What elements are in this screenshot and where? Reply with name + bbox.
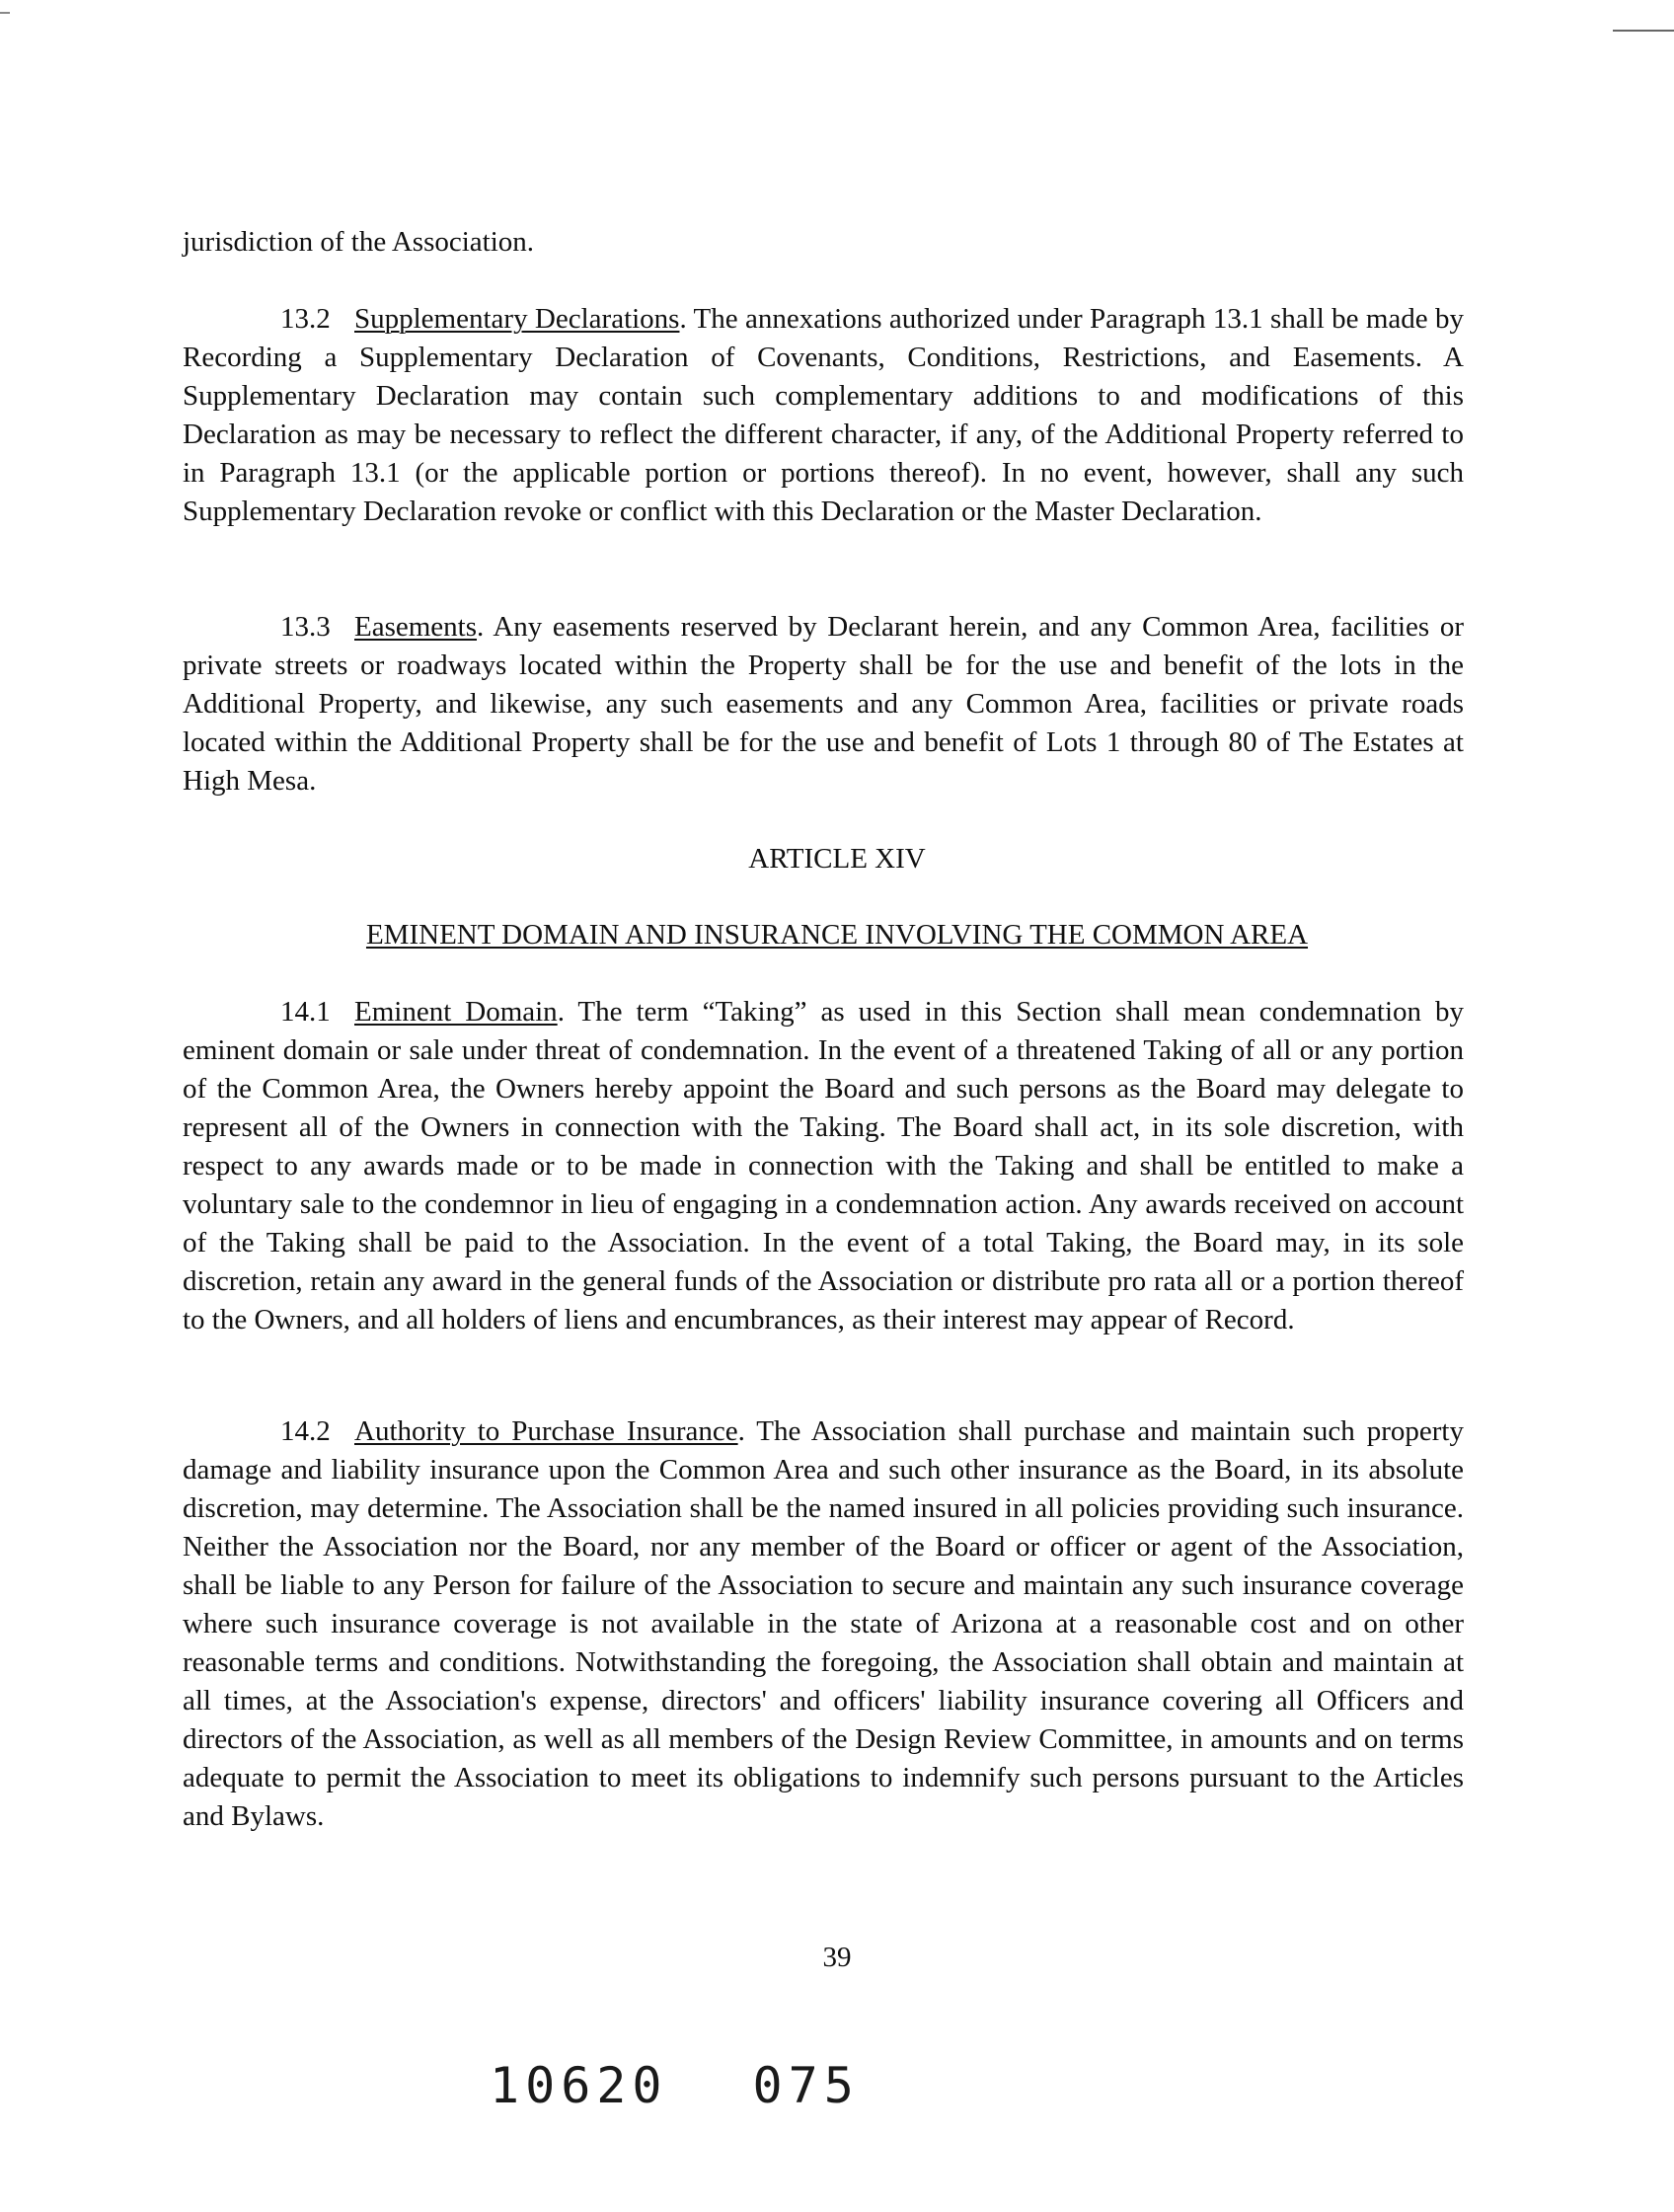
section-heading: Supplementary Declarations [354, 303, 680, 335]
section-13-3 [183, 608, 1464, 801]
section-heading: Authority to Purchase Insurance [354, 1415, 738, 1447]
page-number: 39 [822, 1942, 852, 1973]
section-number: 13.3 [280, 611, 331, 643]
section-body: . The term “Taking” as used in this Section shall mean condemnation by eminent domain or sale under threat of condemnation. In the event of a threatened Taking of all or any portion of the Common Area, the Owners hereby appoint the Board and such persons as the Board may delegate to represent all of the Owners in connection with the Taking. The Board shall act, in its sole discretion, with respect to any awards made or to be made in connection with the Taking and shall be entitled to make a voluntary sale to the condemnor in lieu of engaging in a condemnation action. Any awards received on account of the Taking shall be paid to the Association. In the event of a total Taking, the Board may, in its sole discretion, retain any award in the general funds of the Association or distribute pro rata all or a portion thereof to the Owners, and all holders of liens and encumbrances, as their interest may appear of Record. [183, 996, 1465, 1335]
section-14-1 [183, 993, 1464, 1339]
article-title: EMINENT DOMAIN AND INSURANCE INVOLVING THE COMMON AREA [365, 919, 1309, 951]
section-body: . The annexations authorized under Paragraph 13.1 shall be made by Recording a Supplementary Declaration of Covenants, Conditions, Restrictions, and Easements. A Supplementary Declaration may contain such complementary additions to and modifications of this Declaration as may be necessary to reflect the different character, if any, of the Additional Property referred to in Paragraph 13.1 (or the applicable portion or portions thereof). In no event, however, shall any such Supplementary Declaration revoke or conflict with this Declaration or the Master Declaration. [183, 303, 1464, 527]
section-heading: Easements [354, 611, 478, 643]
section-number: 14.2 [280, 1415, 331, 1447]
article-number: ARTICLE XIV [748, 843, 926, 875]
scan-mark-left [0, 12, 10, 14]
recording-stamp [490, 2057, 860, 2114]
section-number: 14.1 [280, 996, 331, 1028]
section-body: . The Association shall purchase and maintain such property damage and liability insurance upon the Common Area and such other insurance as the Board, in its absolute discretion, may determine. The Association shall be the named insured in all policies providing such insurance. Neither the Association nor the Board, nor any member of the Board or officer or agent of the Association, shall be liable to any Person for failure of the Association to secure and maintain any such insurance coverage where such insurance coverage is not available in the state of Arizona at a reasonable cost and on other reasonable terms and conditions. Notwithstanding the foregoing, the Association shall obtain and maintain at all times, at the Association's expense, directors' and officers' liability insurance covering all Officers and directors of the Association, as well as all members of the Design Review Committee, in amounts and on terms adequate to permit the Association to meet its obligations to indemnify such persons pursuant to the Articles and Bylaws. [183, 1415, 1464, 1832]
stamp-page-number: 075 [752, 2057, 860, 2114]
continuation-text: jurisdiction of the Association. [183, 226, 535, 258]
section-14-2 [183, 1412, 1464, 1836]
stamp-book-number: 10620 [490, 2057, 668, 2114]
scan-mark-right [1613, 30, 1674, 32]
section-body: . Any easements reserved by Declarant herein, and any Common Area, facilities or private streets or roadways located within the Property shall be for the use and benefit of the lots in the Additional Property, and likewise, any such easements and any Common Area, facilities or private roads located within the Additional Property shall be for the use and benefit of Lots 1 through 80 of The Estates at High Mesa. [183, 611, 1464, 797]
section-13-2 [183, 300, 1464, 531]
section-heading: Eminent Domain [354, 996, 558, 1028]
section-number: 13.2 [280, 303, 331, 335]
